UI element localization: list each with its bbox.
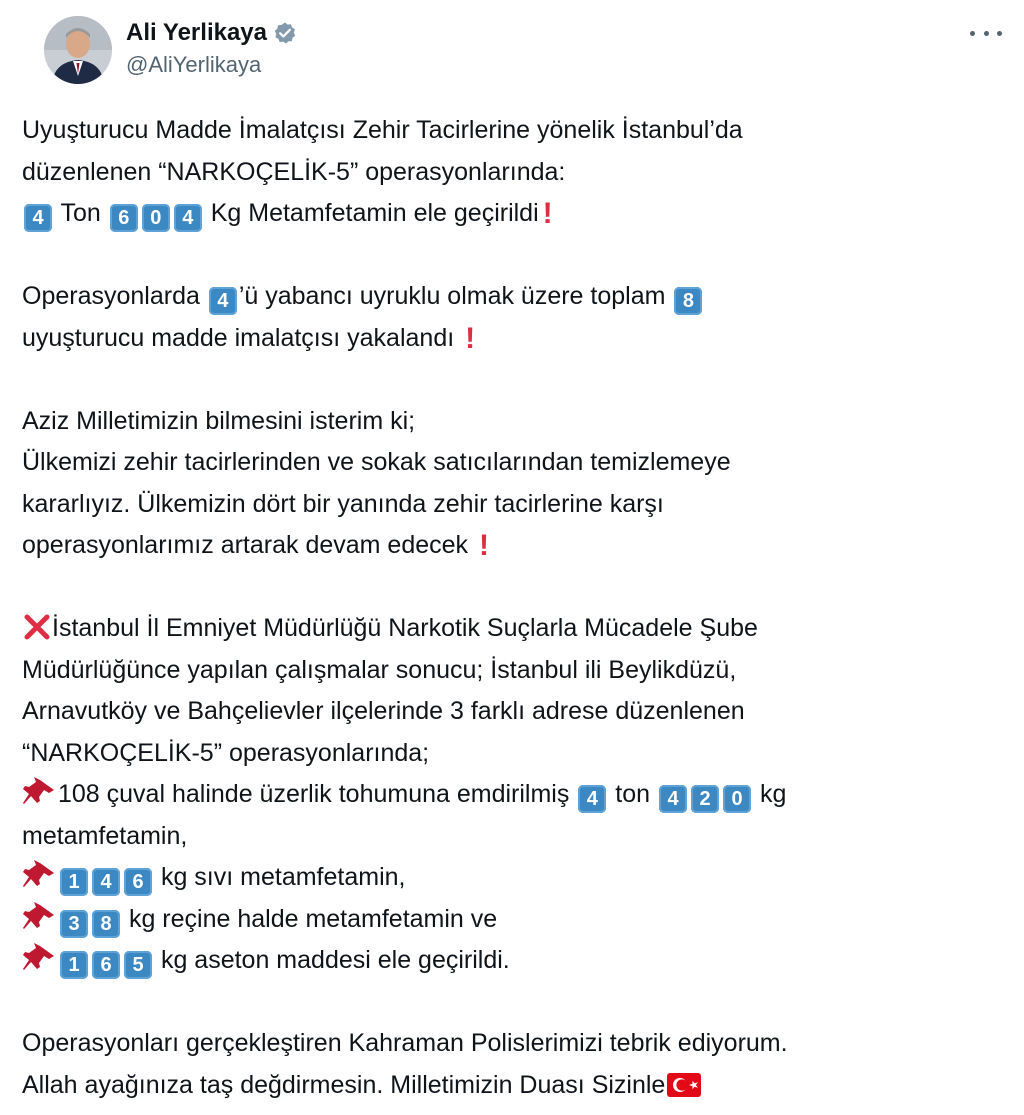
- avatar[interactable]: [44, 16, 112, 84]
- keycap-digit: 8: [674, 287, 702, 315]
- keycap-digit: 4: [209, 287, 237, 315]
- text-span: kg reçine halde metamfetamin ve: [128, 904, 498, 933]
- text-line: Uyuşturucu Madde İmalatçısı Zehir Tacirlerine yönelik İstanbul’da: [22, 116, 743, 144]
- text-span: Ton: [60, 199, 101, 227]
- text-span: uyuşturucu madde imalatçısı yakalandı: [22, 323, 455, 352]
- text-line: Operasyonları gerçekleştiren Kahraman Polislerimizi tebrik ediyorum.: [22, 1029, 788, 1057]
- text-span: 108 çuval halinde üzerlik tohumuna emdirilmiş: [58, 780, 570, 808]
- text-line: “NARKOÇELİK-5” operasyonlarında;: [22, 738, 430, 767]
- keycap-digit: 0: [142, 204, 170, 232]
- keycap-digit: 0: [723, 785, 751, 813]
- tweet-header: [22, 0, 1024, 100]
- author-handle[interactable]: @AliYerlikaya: [126, 52, 262, 77]
- keycap-digit: 4: [578, 785, 606, 813]
- keycap-digit: 4: [24, 204, 52, 232]
- text-line: [22, 525, 1012, 567]
- author-names: [126, 18, 297, 78]
- text-line: Müdürlüğünce yapılan çalışmalar sonucu; İstanbul ili Beylikdüzü,: [22, 655, 737, 684]
- text-line: metamfetamin,: [22, 821, 188, 850]
- keycap-digit: 2: [691, 785, 719, 813]
- text-line: Aziz Milletimizin bilmesini isterim ki;: [22, 406, 416, 435]
- tweet-text: [22, 110, 1012, 1106]
- text-line: [22, 774, 1012, 816]
- more-options-icon[interactable]: [970, 22, 1002, 44]
- text-span: kg aseton maddesi ele geçirildi.: [160, 946, 510, 974]
- text-line: [22, 1065, 1012, 1107]
- keycap-digit: 4: [659, 785, 687, 813]
- keycap-digit: 1: [60, 868, 88, 896]
- text-line: düzenlenen “NARKOÇELİK-5” operasyonlarında:: [22, 157, 566, 186]
- text-line: [22, 857, 1012, 899]
- text-span: kg sıvı metamfetamin,: [160, 863, 406, 891]
- text-line: [22, 193, 1012, 235]
- paragraph-gap: [22, 359, 1012, 401]
- text-line: [22, 276, 1012, 318]
- keycap-digit: 8: [92, 910, 120, 938]
- text-span: Kg Metamfetamin ele geçirildi: [210, 199, 539, 227]
- text-line: Ülkemizi zehir tacirlerinden ve sokak satıcılarından temizlemeye: [22, 448, 731, 476]
- pushpin-icon: [22, 902, 58, 946]
- text-line: kararlıyız. Ülkemizin dört bir yanında zehir tacirlerine karşı: [22, 489, 664, 518]
- keycap-digit: 6: [92, 951, 120, 979]
- text-span: ’ü yabancı uyruklu olmak üzere toplam: [238, 282, 666, 310]
- pushpin-icon: [22, 943, 58, 987]
- turkey-flag-icon: [667, 1073, 701, 1097]
- cross-mark-icon: [22, 613, 52, 655]
- text-span: operasyonlarımız artarak devam edecek: [22, 531, 469, 559]
- text-span: ton: [615, 780, 651, 808]
- paragraph-gap: [22, 982, 1012, 1024]
- exclamation-icon: !: [465, 321, 476, 355]
- pushpin-icon: [22, 777, 58, 821]
- keycap-digit: 6: [110, 204, 138, 232]
- text-line: [22, 940, 1012, 982]
- text-span: kg: [759, 780, 787, 808]
- text-line: Arnavutköy ve Bahçelievler ilçelerinde 3 farklı adrese düzenlenen: [22, 697, 745, 725]
- text-line: [22, 608, 1012, 650]
- keycap-digit: 6: [124, 868, 152, 896]
- keycap-digit: 4: [92, 868, 120, 896]
- exclamation-icon: !: [479, 529, 489, 562]
- text-line: [22, 899, 1012, 941]
- display-name[interactable]: Ali Yerlikaya: [126, 19, 267, 46]
- paragraph-gap: [22, 567, 1012, 609]
- verified-badge-icon: [273, 21, 297, 45]
- display-name-row: [126, 18, 297, 48]
- keycap-digit: 1: [60, 951, 88, 979]
- text-line: [22, 318, 1012, 360]
- text-span: Allah ayağınıza taş değdirmesin. Milletimizin Duası Sizinle: [22, 1070, 666, 1099]
- paragraph-gap: [22, 235, 1012, 277]
- keycap-digit: 4: [174, 204, 202, 232]
- keycap-digit: 3: [60, 910, 88, 938]
- pushpin-icon: [22, 860, 58, 904]
- keycap-digit: 5: [124, 951, 152, 979]
- text-span: İstanbul İl Emniyet Müdürlüğü Narkotik Suçlarla Mücadele Şube: [52, 614, 758, 642]
- text-span: Operasyonlarda: [22, 282, 200, 310]
- exclamation-icon: !: [542, 197, 553, 230]
